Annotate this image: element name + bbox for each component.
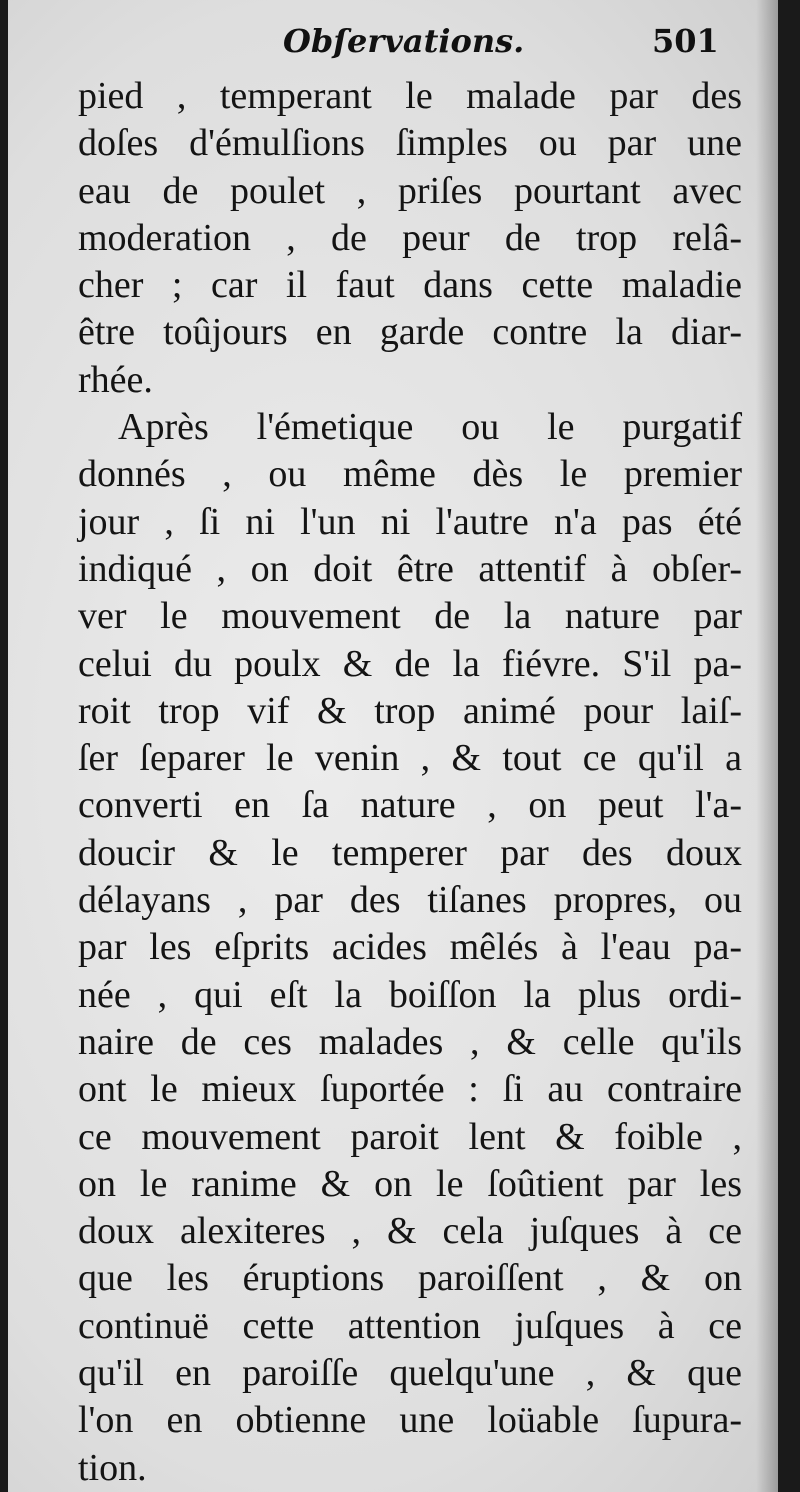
text-line: tion.	[78, 1446, 147, 1489]
text-line: continuë cette attention juſques à ce	[78, 1304, 742, 1347]
text-line: naire de ces malades , & celle qu'ils	[78, 1020, 742, 1063]
text-line: être toûjours en garde contre la diar-	[78, 311, 742, 354]
text-line: rhée.	[78, 358, 153, 401]
text-line: converti en ſa nature , on peut l'a-	[78, 784, 742, 827]
text-line: Après l'émetique ou le purgatif	[118, 406, 742, 449]
paragraph	[78, 73, 742, 404]
text-line: l'on en obtienne une loüable ſupura-	[78, 1399, 742, 1442]
page-number: 501	[652, 22, 719, 60]
text-line: ce mouvement paroit lent & foible ,	[78, 1115, 742, 1158]
text-line: ont le mieux ſuportée : ſi au contraire	[78, 1068, 742, 1111]
text-line: née , qui eſt la boiſſon la plus ordi-	[78, 973, 742, 1016]
text-line: donnés , ou même dès le premier	[78, 453, 742, 496]
body-text	[78, 73, 742, 1492]
text-line: jour , ſi ni l'un ni l'autre n'a pas été	[78, 500, 742, 543]
page-header	[8, 22, 768, 66]
text-line: doux alexiteres , & cela juſques à ce	[78, 1210, 742, 1253]
running-title: Obſervations.	[283, 22, 525, 60]
book-page	[8, 0, 778, 1492]
text-line: délayans , par des tiſanes propres, ou	[78, 879, 742, 922]
text-line: on le ranime & on le ſoûtient par les	[78, 1162, 742, 1205]
paragraph	[78, 404, 742, 1492]
text-line: ver le mouvement de la nature par	[78, 595, 742, 638]
text-line: roit trop vif & trop animé pour laiſ-	[78, 689, 742, 732]
text-line: doſes d'émulſions ſimples ou par une	[78, 122, 742, 165]
text-line: doucir & le temperer par des doux	[78, 831, 742, 874]
text-line: cher ; car il faut dans cette maladie	[78, 264, 742, 307]
text-line: celui du poulx & de la fiévre. S'il pa-	[78, 642, 742, 685]
text-line: que les éruptions paroiſſent , & on	[78, 1257, 742, 1300]
text-line: par les eſprits acides mêlés à l'eau pa-	[78, 926, 742, 969]
text-line: ſer ſeparer le venin , & tout ce qu'il a	[78, 737, 742, 780]
text-line: moderation , de peur de trop relâ-	[78, 216, 742, 259]
text-line: indiqué , on doit être attentif à obſer-	[78, 547, 742, 590]
text-line: pied , temperant le malade par des	[78, 75, 742, 117]
text-line: eau de poulet , priſes pourtant avec	[78, 169, 742, 212]
text-line: qu'il en paroiſſe quelqu'une , & que	[78, 1352, 742, 1395]
